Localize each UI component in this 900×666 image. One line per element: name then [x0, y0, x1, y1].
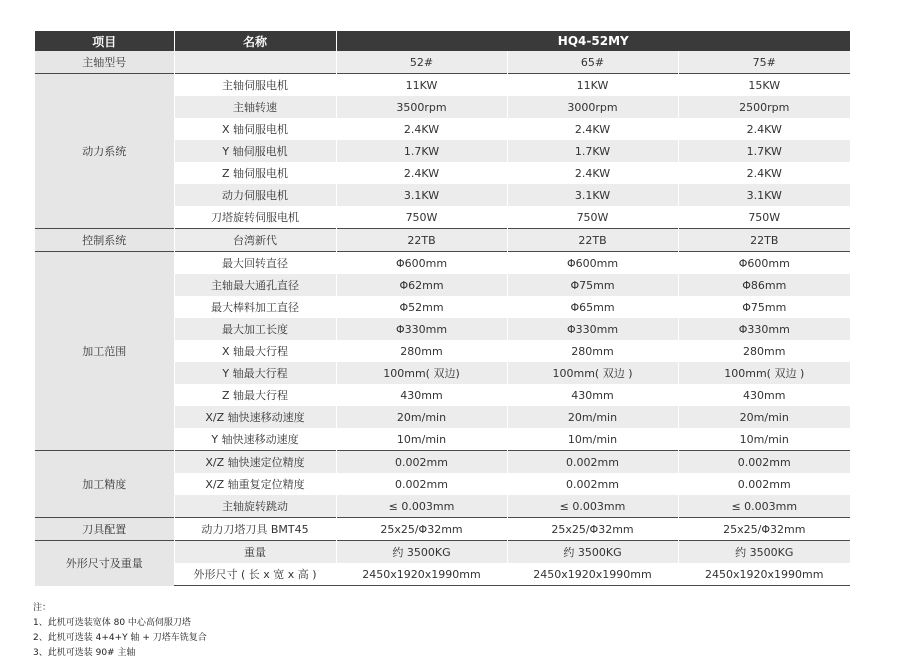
- row-value: Φ600mm: [336, 252, 507, 275]
- row-name: Y 轴最大行程: [174, 362, 336, 384]
- row-value: 10m/min: [678, 428, 850, 451]
- row-value: 3.1KW: [507, 184, 678, 206]
- group-label: 加工精度: [35, 451, 174, 518]
- row-value: 0.002mm: [678, 473, 850, 495]
- row-value: 0.002mm: [336, 473, 507, 495]
- row-value: 15KW: [678, 74, 850, 97]
- notes: [33, 601, 207, 661]
- row-name: 主轴转速: [174, 96, 336, 118]
- row-name: X/Z 轴快速定位精度: [174, 451, 336, 474]
- spec-row: [35, 252, 850, 275]
- row-value: Φ330mm: [678, 318, 850, 340]
- row-value: 2.4KW: [507, 118, 678, 140]
- row-value: 750W: [507, 206, 678, 229]
- row-name: 最大加工长度: [174, 318, 336, 340]
- spec-table: [35, 31, 850, 586]
- row-value: 2450x1920x1990mm: [507, 563, 678, 586]
- row-value: 10m/min: [507, 428, 678, 451]
- row-value: 11KW: [507, 74, 678, 97]
- row-value: 430mm: [336, 384, 507, 406]
- spindle-model-row: [35, 51, 850, 74]
- row-value: 0.002mm: [336, 451, 507, 474]
- group-label: 加工范围: [35, 252, 174, 451]
- row-value: Φ75mm: [507, 274, 678, 296]
- row-name: 最大回转直径: [174, 252, 336, 275]
- row-value: 22TB: [507, 229, 678, 252]
- row-value: 750W: [678, 206, 850, 229]
- spec-row: [35, 541, 850, 564]
- row-value: 430mm: [507, 384, 678, 406]
- row-name: 主轴最大通孔直径: [174, 274, 336, 296]
- row-name: X/Z 轴重复定位精度: [174, 473, 336, 495]
- header-name: 名称: [174, 31, 336, 51]
- row-value: 3.1KW: [678, 184, 850, 206]
- row-value: ≤ 0.003mm: [507, 495, 678, 518]
- row-name: [174, 51, 336, 74]
- row-value: 750W: [336, 206, 507, 229]
- row-name: Y 轴伺服电机: [174, 140, 336, 162]
- row-value: 3500rpm: [336, 96, 507, 118]
- row-value: 0.002mm: [678, 451, 850, 474]
- row-value: 1.7KW: [336, 140, 507, 162]
- spec-row: [35, 74, 850, 97]
- row-value: 20m/min: [336, 406, 507, 428]
- row-value: 22TB: [678, 229, 850, 252]
- row-value: Φ600mm: [678, 252, 850, 275]
- row-value: 2450x1920x1990mm: [678, 563, 850, 586]
- spec-row: [35, 451, 850, 474]
- row-value: Φ86mm: [678, 274, 850, 296]
- row-value: 2500rpm: [678, 96, 850, 118]
- row-name: Z 轴伺服电机: [174, 162, 336, 184]
- row-value: 20m/min: [678, 406, 850, 428]
- row-value: Φ330mm: [336, 318, 507, 340]
- row-value: 0.002mm: [507, 451, 678, 474]
- row-name: 外形尺寸 ( 长 x 宽 x 高 ): [174, 563, 336, 586]
- row-value: 约 3500KG: [336, 541, 507, 564]
- row-name: 主轴旋转跳动: [174, 495, 336, 518]
- row-value: Φ330mm: [507, 318, 678, 340]
- row-name: 最大棒料加工直径: [174, 296, 336, 318]
- note-item: 1、此机可选装宽体 80 中心高伺服刀塔: [33, 618, 191, 628]
- row-value: 280mm: [678, 340, 850, 362]
- group-label: 主轴型号: [35, 51, 174, 74]
- spec-row: [35, 518, 850, 541]
- header-model: HQ4-52MY: [336, 31, 850, 51]
- header-item: 项目: [35, 31, 174, 51]
- row-value: 280mm: [507, 340, 678, 362]
- row-value: 100mm( 双边 ): [507, 362, 678, 384]
- row-value: 280mm: [336, 340, 507, 362]
- note-item: 2、此机可选装 4+4+Y 轴 + 刀塔车铣复合: [33, 633, 207, 643]
- row-value: 100mm( 双边): [336, 362, 507, 384]
- header-row: [35, 31, 850, 51]
- row-name: 重量: [174, 541, 336, 564]
- row-value: 1.7KW: [678, 140, 850, 162]
- spec-row: [35, 229, 850, 252]
- row-name: 主轴伺服电机: [174, 74, 336, 97]
- row-value: 2.4KW: [678, 118, 850, 140]
- row-value: 0.002mm: [507, 473, 678, 495]
- group-label: 刀具配置: [35, 518, 174, 541]
- row-name: Z 轴最大行程: [174, 384, 336, 406]
- row-value: 1.7KW: [507, 140, 678, 162]
- row-value: Φ600mm: [507, 252, 678, 275]
- row-name: X/Z 轴快速移动速度: [174, 406, 336, 428]
- row-value: 430mm: [678, 384, 850, 406]
- group-label: 外形尺寸及重量: [35, 541, 174, 586]
- row-value: 3000rpm: [507, 96, 678, 118]
- group-label: 控制系统: [35, 229, 174, 252]
- row-value: 3.1KW: [336, 184, 507, 206]
- row-value: 65#: [507, 51, 678, 74]
- spec-body: [35, 51, 850, 586]
- row-value: 100mm( 双边 ): [678, 362, 850, 384]
- row-value: 2450x1920x1990mm: [336, 563, 507, 586]
- row-value: 约 3500KG: [507, 541, 678, 564]
- row-name: 刀塔旋转伺服电机: [174, 206, 336, 229]
- row-value: 约 3500KG: [678, 541, 850, 564]
- row-name: X 轴最大行程: [174, 340, 336, 362]
- row-value: Φ75mm: [678, 296, 850, 318]
- row-name: 台湾新代: [174, 229, 336, 252]
- row-value: 20m/min: [507, 406, 678, 428]
- row-value: 2.4KW: [336, 118, 507, 140]
- row-value: 2.4KW: [678, 162, 850, 184]
- notes-title: 注：: [33, 603, 52, 613]
- row-name: X 轴伺服电机: [174, 118, 336, 140]
- row-name: 动力刀塔刀具 BMT45: [174, 518, 336, 541]
- row-value: 11KW: [336, 74, 507, 97]
- row-value: 25x25/Φ32mm: [678, 518, 850, 541]
- row-value: 75#: [678, 51, 850, 74]
- row-value: 25x25/Φ32mm: [507, 518, 678, 541]
- row-value: 10m/min: [336, 428, 507, 451]
- row-value: 52#: [336, 51, 507, 74]
- row-value: 22TB: [336, 229, 507, 252]
- row-value: ≤ 0.003mm: [336, 495, 507, 518]
- row-value: ≤ 0.003mm: [678, 495, 850, 518]
- group-label: 动力系统: [35, 74, 174, 229]
- row-value: 25x25/Φ32mm: [336, 518, 507, 541]
- note-item: 3、此机可选装 90# 主轴: [33, 648, 136, 658]
- row-value: Φ62mm: [336, 274, 507, 296]
- row-value: Φ65mm: [507, 296, 678, 318]
- row-name: 动力伺服电机: [174, 184, 336, 206]
- row-value: Φ52mm: [336, 296, 507, 318]
- row-value: 2.4KW: [507, 162, 678, 184]
- row-name: Y 轴快速移动速度: [174, 428, 336, 451]
- row-value: 2.4KW: [336, 162, 507, 184]
